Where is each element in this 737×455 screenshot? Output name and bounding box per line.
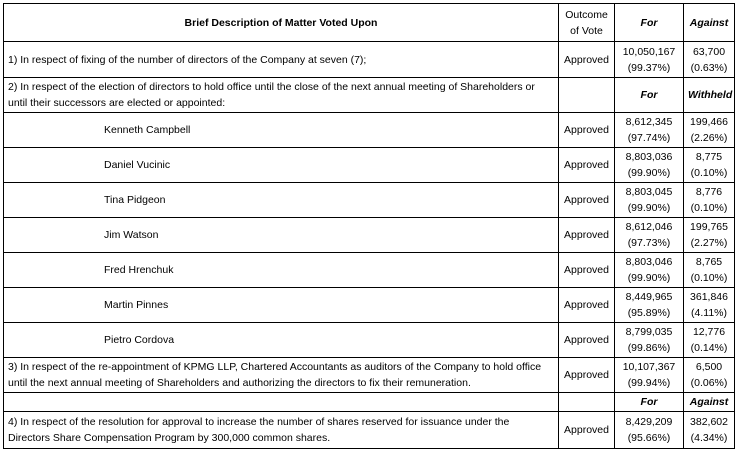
director-row [4,218,735,253]
withheld-votes: 199,466 (2.26%) [684,113,735,148]
for-votes: 10,107,367 (99.94%) [615,358,684,393]
withheld-votes: 199,765 (2.27%) [684,218,735,253]
outcome: Approved [559,358,615,393]
against-header: Against [684,4,735,42]
withheld-votes: 8,765 (0.10%) [684,253,735,288]
table-row [4,78,735,113]
for-votes: 8,449,965 (95.89%) [615,288,684,323]
empty-cell [559,393,615,412]
outcome: Approved [559,42,615,78]
withheld-votes: 8,775 (0.10%) [684,148,735,183]
for-votes: 8,803,045 (99.90%) [615,183,684,218]
outcome: Approved [559,148,615,183]
table-row [4,42,735,78]
for-subheader: For [615,393,684,412]
director-row [4,288,735,323]
withheld-votes: 12,776 (0.14%) [684,323,735,358]
director-name: Tina Pidgeon [4,183,559,218]
director-row [4,253,735,288]
outcome-header: Outcome of Vote [559,4,615,42]
voting-results-table [3,3,735,449]
resolution-description: 4) In respect of the resolution for approval to increase the number of shares reserved for issuance under the Directors Share Compensation Program by 300,000 common shares. [4,412,559,449]
for-votes: 8,803,036 (99.90%) [615,148,684,183]
for-votes: 8,612,345 (97.74%) [615,113,684,148]
director-row [4,183,735,218]
outcome: Approved [559,218,615,253]
table-row [4,412,735,449]
outcome: Approved [559,412,615,449]
director-name: Fred Hrenchuk [4,253,559,288]
resolution-description: 1) In respect of fixing of the number of directors of the Company at seven (7); [4,42,559,78]
for-header: For [615,4,684,42]
outcome [559,78,615,113]
withheld-votes: 361,846 (4.11%) [684,288,735,323]
outcome: Approved [559,183,615,218]
director-row [4,148,735,183]
resolution-description: 3) In respect of the re-appointment of KPMG LLP, Chartered Accountants as auditors of the Company to hold office until the next annual meeting of Shareholders and authorizing the directors to fix their remuneration. [4,358,559,393]
director-name: Jim Watson [4,218,559,253]
director-name: Kenneth Campbell [4,113,559,148]
against-subheader: Against [684,393,735,412]
empty-cell [4,393,559,412]
table-row [4,358,735,393]
outcome: Approved [559,113,615,148]
outcome: Approved [559,323,615,358]
against-votes: 382,602 (4.34%) [684,412,735,449]
director-row [4,113,735,148]
for-votes: 8,799,035 (99.86%) [615,323,684,358]
outcome: Approved [559,288,615,323]
subheader-row [4,393,735,412]
outcome: Approved [559,253,615,288]
director-row [4,323,735,358]
for-votes: 8,429,209 (95.66%) [615,412,684,449]
against-votes: 6,500 (0.06%) [684,358,735,393]
for-votes: 8,803,046 (99.90%) [615,253,684,288]
resolution-description: 2) In respect of the election of directors to hold office until the close of the next annual meeting of Shareholders or until their successors are elected or appointed: [4,78,559,113]
against-votes: 63,700 (0.63%) [684,42,735,78]
for-votes: 8,612,046 (97.73%) [615,218,684,253]
description-header: Brief Description of Matter Voted Upon [4,4,559,42]
director-name: Daniel Vucinic [4,148,559,183]
for-votes: 10,050,167 (99.37%) [615,42,684,78]
for-subheader: For [615,78,684,113]
director-name: Martin Pinnes [4,288,559,323]
header-row [4,4,735,42]
director-name: Pietro Cordova [4,323,559,358]
withheld-subheader: Withheld [684,78,735,113]
withheld-votes: 8,776 (0.10%) [684,183,735,218]
